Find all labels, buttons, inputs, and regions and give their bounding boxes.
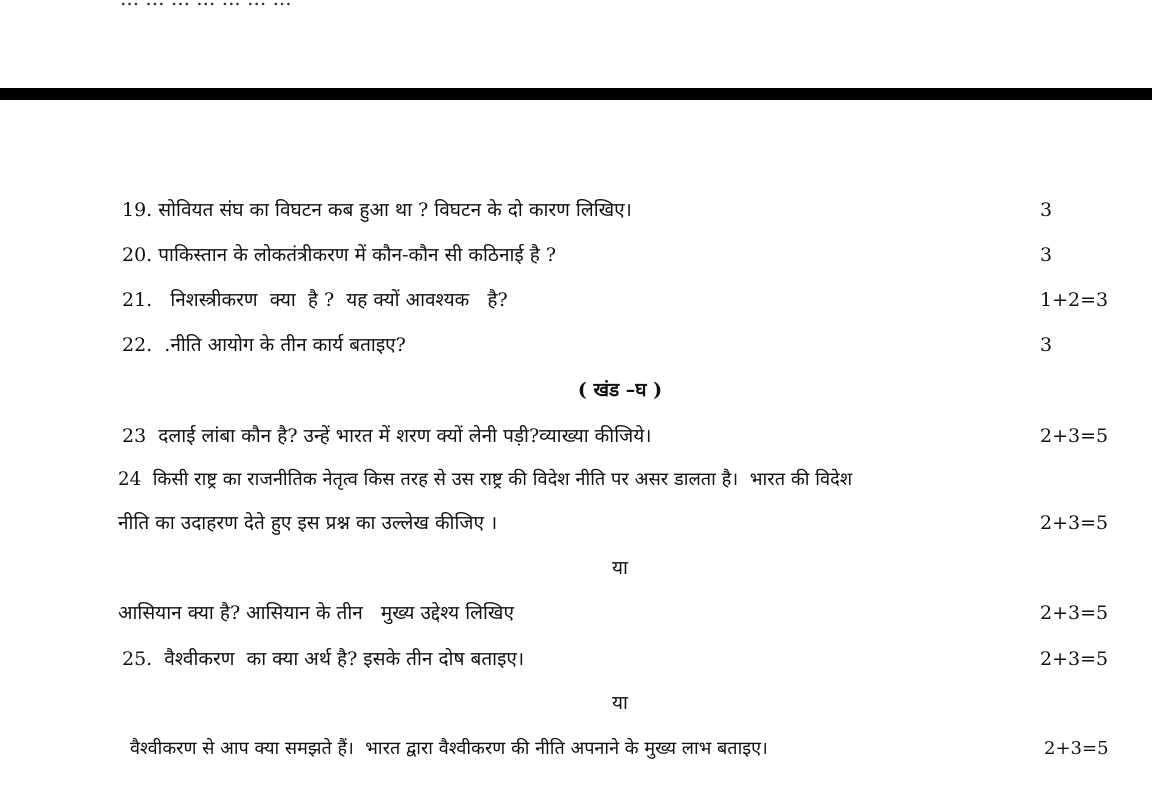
or-label: या bbox=[612, 692, 628, 714]
question-text: आसियान क्या है? आसियान के तीन मुख्य उद्देश्य लिखिए bbox=[118, 602, 514, 624]
question-marks: 3 bbox=[1040, 199, 1053, 221]
question-marks: 2+3=5 bbox=[1040, 602, 1109, 624]
cut-off-previous-line bbox=[120, 0, 1020, 6]
question-text: वैश्वीकरण से आप क्या समझते हैं। भारत द्वारा वैश्वीकरण की नीति अपनाने के मुख्य लाभ बताइए। bbox=[130, 738, 768, 759]
question-text: 21. निशस्त्रीकरण क्या है ? यह क्यों आवश्यक है? bbox=[122, 289, 508, 311]
question-text: 25. वैश्वीकरण का क्या अर्थ है? इसके तीन दोष बताइए। bbox=[122, 648, 525, 670]
question-marks: 2+3=5 bbox=[1040, 648, 1109, 670]
question-text: 19. सोवियत संघ का विघटन कब हुआ था ? विघटन के दो कारण लिखिए। bbox=[122, 199, 632, 221]
question-marks: 1+2=3 bbox=[1040, 289, 1109, 311]
question-text: 22. .नीति आयोग के तीन कार्य बताइए? bbox=[122, 334, 406, 356]
question-text: नीति का उदाहरण देते हुए इस प्रश्न का उल्लेख कीजिए । bbox=[118, 512, 498, 534]
question-marks: 3 bbox=[1040, 334, 1053, 356]
question-text: 20. पाकिस्तान के लोकतंत्रीकरण में कौन-कौन सी कठिनाई है ? bbox=[122, 244, 557, 266]
question-marks: 2+3=5 bbox=[1044, 738, 1109, 759]
question-text: 23 दलाई लांबा कौन है? उन्हें भारत में शरण क्यों लेनी पड़ी?व्याख्या कीजिये। bbox=[122, 425, 652, 447]
or-label: या bbox=[612, 557, 628, 579]
section-divider-rule bbox=[0, 88, 1152, 100]
question-marks: 3 bbox=[1040, 244, 1053, 266]
question-text: 24 किसी राष्ट्र का राजनीतिक नेतृत्व किस तरह से उस राष्ट्र की विदेश नीति पर असर डालता है। भारत की विदेश bbox=[118, 469, 853, 490]
question-marks: 2+3=5 bbox=[1040, 512, 1109, 534]
section-heading: ( खंड –घ ) bbox=[577, 379, 663, 401]
question-marks: 2+3=5 bbox=[1040, 425, 1109, 447]
